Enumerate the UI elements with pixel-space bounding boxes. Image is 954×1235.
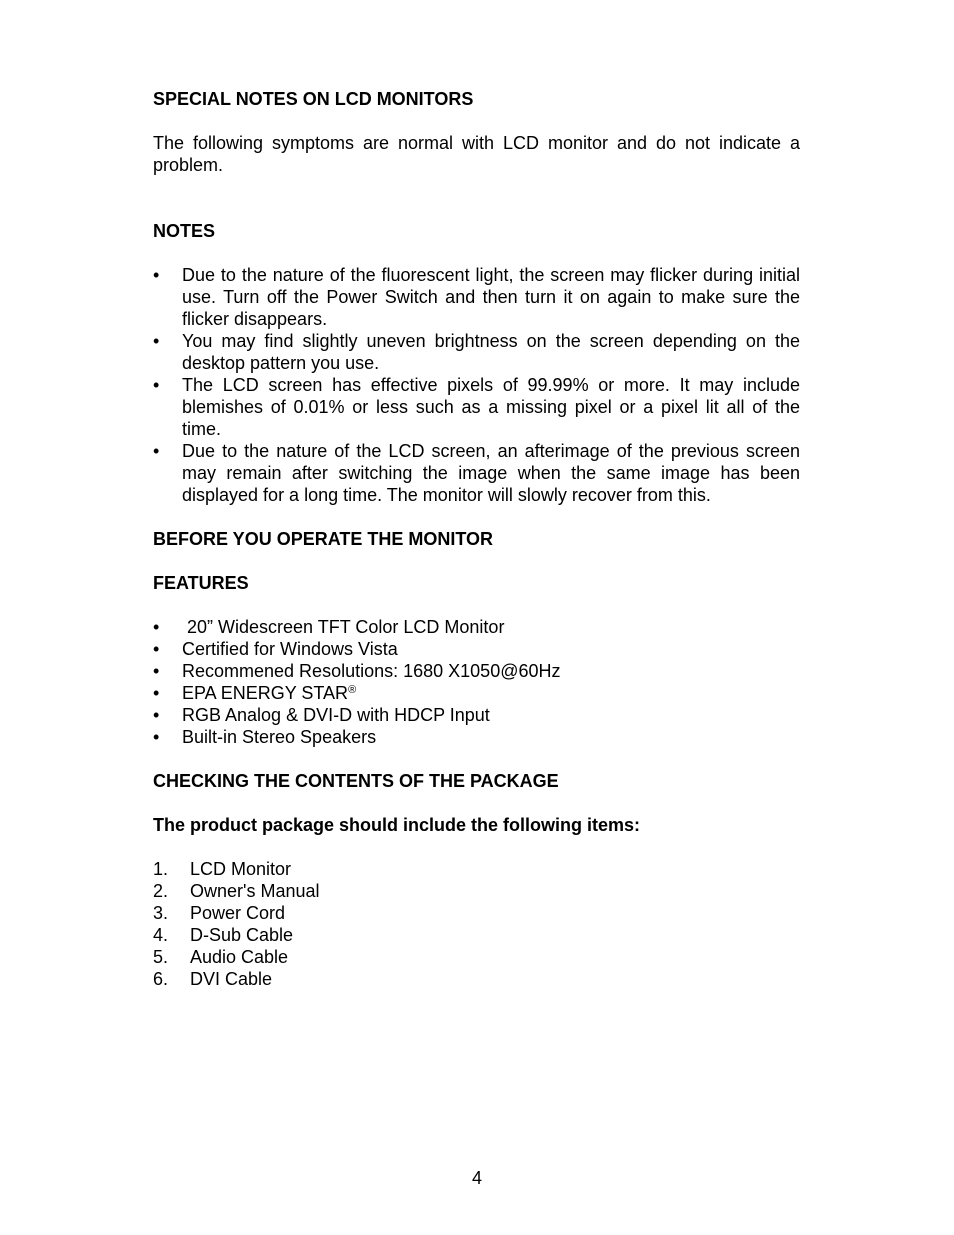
list-item xyxy=(153,902,800,924)
item-number: 1. xyxy=(153,859,169,879)
feature-text: Built-in Stereo Speakers xyxy=(182,727,377,747)
list-item xyxy=(153,858,800,880)
feature-text: Recommened Resolutions: 1680 X1050@60Hz xyxy=(182,661,561,681)
feature-text: RGB Analog & DVI-D with HDCP Input xyxy=(182,705,490,725)
package-heading: CHECKING THE CONTENTS OF THE PACKAGE xyxy=(153,771,559,791)
list-item xyxy=(153,968,800,990)
features-heading: FEATURES xyxy=(153,573,249,593)
page-number: 4 xyxy=(471,1168,482,1188)
list-item xyxy=(153,924,800,946)
bullet-icon: • xyxy=(153,375,160,395)
list-item xyxy=(153,704,800,726)
features-list xyxy=(153,616,800,748)
list-item xyxy=(153,660,800,682)
list-item xyxy=(153,682,800,704)
bullet-icon: • xyxy=(153,727,160,747)
package-item-text: LCD Monitor xyxy=(190,859,292,879)
package-list xyxy=(153,858,800,990)
bullet-icon: • xyxy=(153,441,160,461)
bullet-icon: • xyxy=(153,617,160,637)
note-text: Due to the nature of the fluorescent light, the screen may flicker during initial use. Turn off the Power Switch and then turn it on again to make sure the flicker disappears. xyxy=(182,265,800,329)
bullet-icon: • xyxy=(153,331,160,351)
registered-mark: ® xyxy=(348,684,357,696)
package-item-text: Owner's Manual xyxy=(190,881,320,901)
item-number: 2. xyxy=(153,881,169,901)
item-number: 3. xyxy=(153,903,169,923)
package-item-text: D-Sub Cable xyxy=(190,925,294,945)
list-item xyxy=(153,264,800,330)
list-item xyxy=(153,726,800,748)
list-item xyxy=(153,374,800,440)
special-notes-intro: The following symptoms are normal with LCD monitor and do not indicate a problem. xyxy=(153,133,800,175)
manual-page xyxy=(153,88,800,990)
package-item-text: Power Cord xyxy=(190,903,286,923)
list-item xyxy=(153,946,800,968)
note-text: The LCD screen has effective pixels of 99.99% or more. It may include blemishes of 0.01% or less such as a missing pixel or a pixel lit all of the time. xyxy=(182,375,800,439)
list-item xyxy=(153,440,800,506)
item-number: 6. xyxy=(153,969,169,989)
list-item xyxy=(153,638,800,660)
bullet-icon: • xyxy=(153,705,160,725)
note-text: Due to the nature of the LCD screen, an afterimage of the previous screen may remain after switching the image when the same image has been displayed for a long time. The monitor will slowly recover from this. xyxy=(182,441,800,505)
feature-text: 20” Widescreen TFT Color LCD Monitor xyxy=(182,617,505,637)
before-operate-heading: BEFORE YOU OPERATE THE MONITOR xyxy=(153,529,494,549)
note-text: You may find slightly uneven brightness on the screen depending on the desktop pattern you use. xyxy=(182,331,800,373)
notes-list xyxy=(153,264,800,506)
item-number: 5. xyxy=(153,947,169,967)
bullet-icon: • xyxy=(153,683,160,703)
item-number: 4. xyxy=(153,925,169,945)
feature-text: Certified for Windows Vista xyxy=(182,639,398,659)
special-notes-heading: SPECIAL NOTES ON LCD MONITORS xyxy=(153,89,474,109)
list-item xyxy=(153,330,800,374)
notes-heading: NOTES xyxy=(153,221,216,241)
package-item-text: DVI Cable xyxy=(190,969,273,989)
feature-text: EPA ENERGY STAR xyxy=(182,683,349,703)
list-item xyxy=(153,616,800,638)
list-item xyxy=(153,880,800,902)
bullet-icon: • xyxy=(153,661,160,681)
package-subheading: The product package should include the following items: xyxy=(153,815,641,835)
bullet-icon: • xyxy=(153,639,160,659)
bullet-icon: • xyxy=(153,265,160,285)
package-item-text: Audio Cable xyxy=(190,947,289,967)
